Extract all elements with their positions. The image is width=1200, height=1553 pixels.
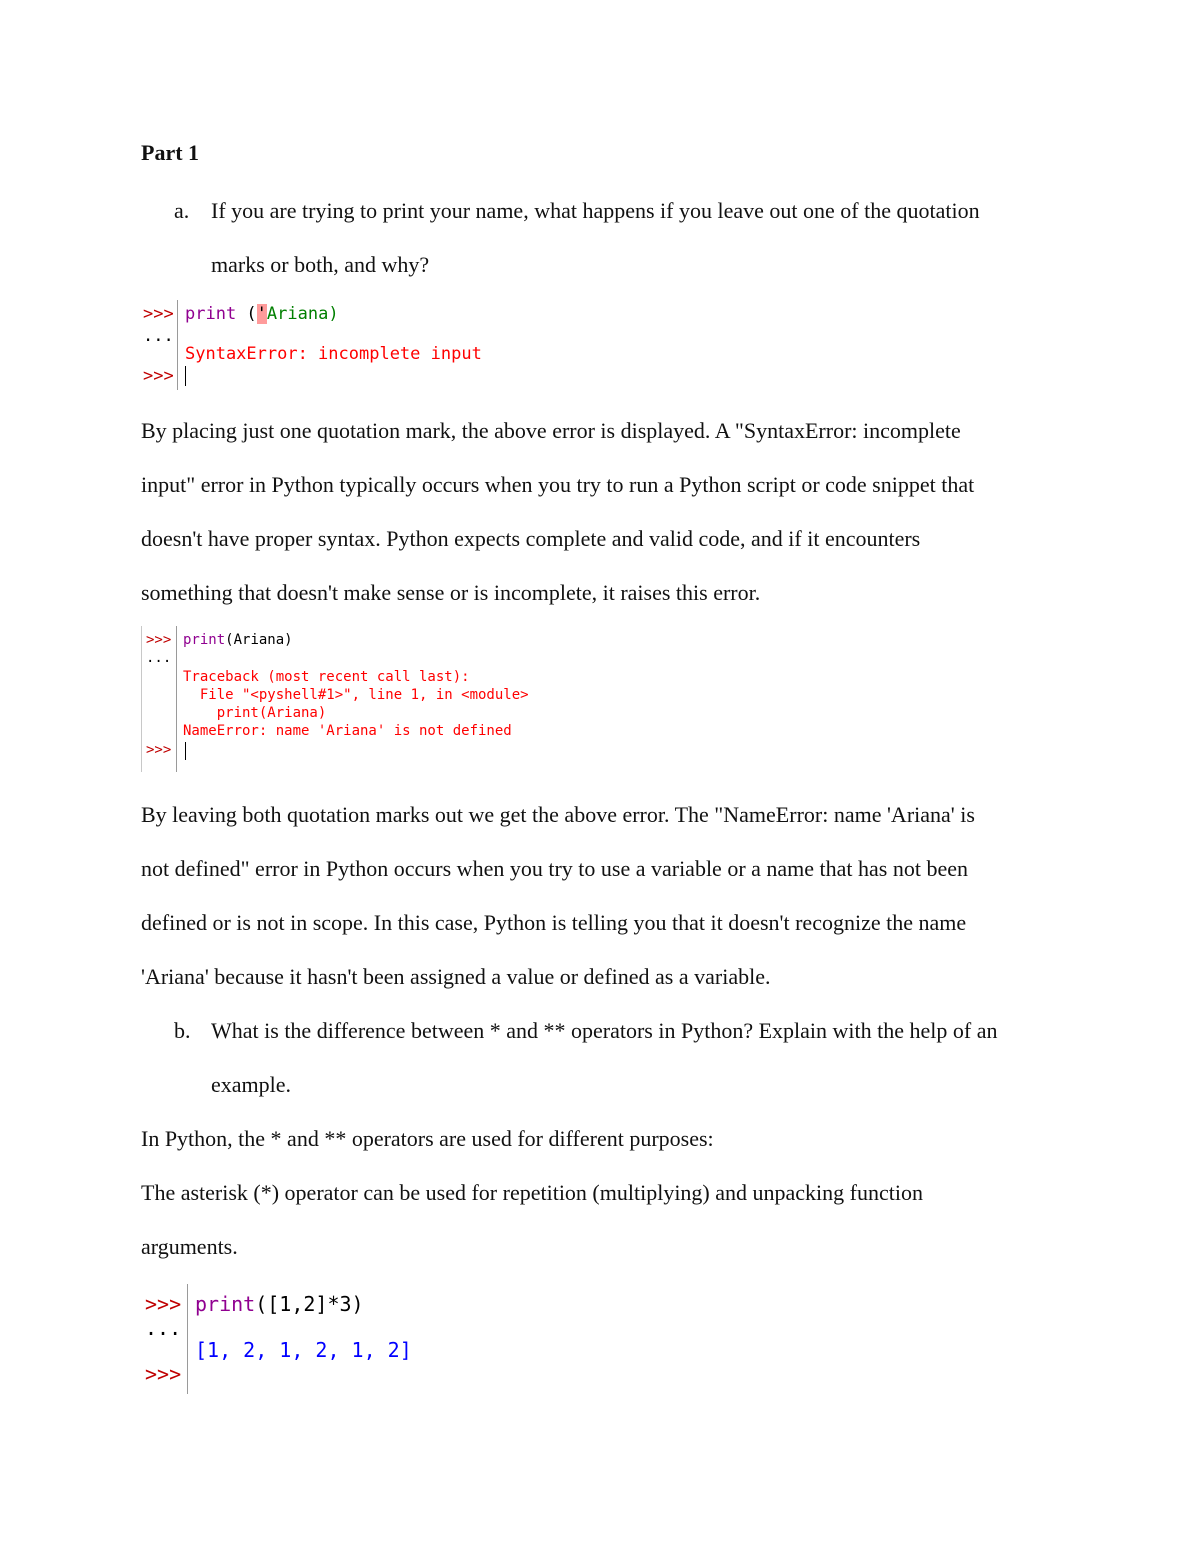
shell-prompt: >>> [145, 1292, 182, 1316]
python-shell-repetition [141, 1284, 461, 1394]
question-a-line: If you are trying to print your name, what happens if you leave out one of the quotation [211, 198, 980, 223]
traceback-line: NameError: name 'Ariana' is not defined [183, 723, 512, 739]
question-b-line: What is the difference between * and ** operators in Python? Explain with the help of an [211, 1018, 998, 1043]
text-cursor [185, 366, 186, 386]
code-function: print [185, 304, 237, 324]
shell-continuation: ... [145, 1316, 182, 1340]
paragraph-line: By placing just one quotation mark, the above error is displayed. A "SyntaxError: incomplete [141, 418, 961, 443]
shell-continuation: ... [143, 326, 174, 346]
python-shell-syntax-error [141, 300, 541, 390]
shell-prompt: >>> [146, 742, 172, 758]
paragraph-line: input" error in Python typically occurs when you try to run a Python script or code snippet that [141, 472, 975, 497]
paragraph-line: arguments. [141, 1234, 238, 1259]
shell-prompt: >>> [146, 632, 172, 648]
code-function: print [195, 1292, 256, 1316]
code-argument: Ariana) [266, 304, 339, 324]
code-quote-highlight: ' [256, 304, 267, 324]
shell-code-line [195, 1292, 364, 1316]
python-shell-name-error [141, 626, 611, 772]
traceback-line: Traceback (most recent call last): [183, 669, 470, 685]
question-a-marker: a. [174, 198, 190, 223]
paragraph-line: defined or is not in scope. In this case, Python is telling you that it doesn't recognize the name [141, 910, 967, 935]
code-paren: ( [236, 304, 257, 324]
part-heading: Part 1 [141, 140, 200, 165]
paragraph-line: In Python, the * and ** operators are used for different purposes: [141, 1126, 714, 1151]
paragraph-line: 'Ariana' because it hasn't been assigned a value or defined as a variable. [141, 964, 771, 989]
paragraph-line: The asterisk (*) operator can be used for repetition (multiplying) and unpacking function [141, 1180, 923, 1205]
shell-code-line [185, 304, 339, 324]
question-b-marker: b. [174, 1018, 191, 1043]
paragraph-line: not defined" error in Python occurs when you try to use a variable or a name that has not been [141, 856, 969, 881]
shell-output: [1, 2, 1, 2, 1, 2] [195, 1338, 412, 1362]
code-argument: ([1,2]*3) [255, 1292, 364, 1316]
question-b-line: example. [211, 1072, 292, 1097]
paragraph-line: doesn't have proper syntax. Python expects complete and valid code, and if it encounters [141, 526, 921, 551]
code-function: print [183, 632, 226, 648]
question-a-line: marks or both, and why? [211, 252, 430, 277]
shell-prompt: >>> [143, 366, 174, 386]
paragraph-line: something that doesn't make sense or is incomplete, it raises this error. [141, 580, 761, 605]
shell-continuation: ... [146, 650, 172, 666]
traceback-line: File "<pyshell#1>", line 1, in <module> [183, 687, 529, 703]
text-cursor [185, 742, 186, 760]
paragraph-line: By leaving both quotation marks out we get the above error. The "NameError: name 'Ariana' is [141, 802, 975, 827]
traceback-line: print(Ariana) [183, 705, 327, 721]
shell-prompt: >>> [143, 304, 174, 324]
shell-code-line [183, 632, 293, 648]
shell-error-message: SyntaxError: incomplete input [185, 344, 482, 364]
shell-prompt: >>> [145, 1362, 182, 1386]
code-argument: (Ariana) [225, 632, 293, 648]
